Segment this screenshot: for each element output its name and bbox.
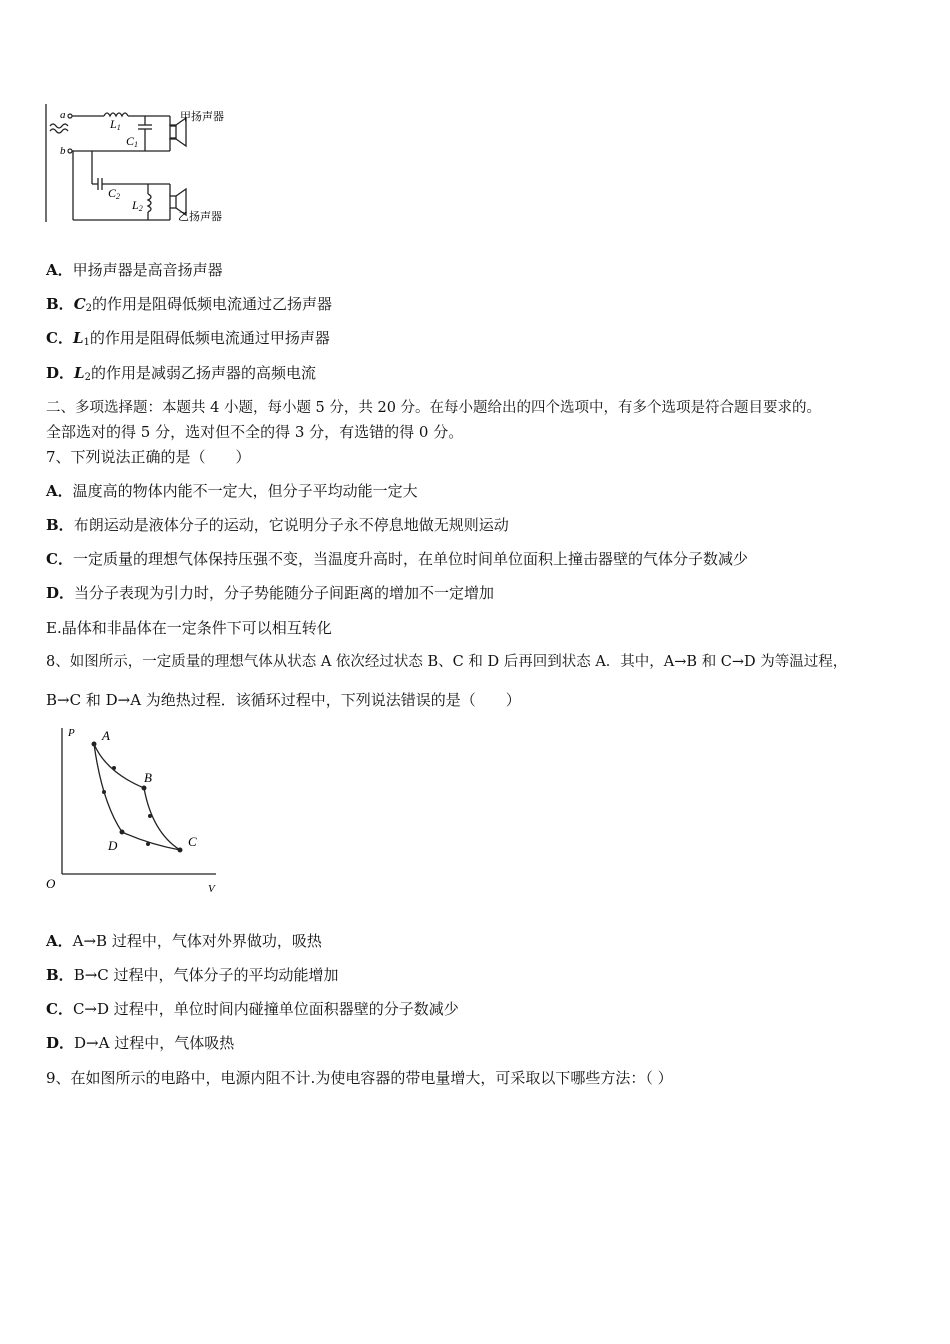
crossover-circuit-figure: [40, 98, 250, 228]
pv-cycle-diagram: [40, 722, 230, 897]
terminal-a-label: a: [60, 109, 66, 121]
curve-c-d: [122, 832, 180, 850]
q9-stem: 9、在如图所示的电路中，电源内阻不计.为使电容器的带电量增大，可采取以下哪些方法：（ ）: [46, 1069, 673, 1087]
state-b-point: [142, 786, 147, 791]
q8-stem-line2: B→C 和 D→A 为绝热过程．该循环过程中，下列说法错误的是（ ）: [46, 691, 521, 709]
q7-option-e: E.晶体和非晶体在一定条件下可以相互转化: [46, 619, 332, 637]
q8-option-d: D．D→A 过程中，气体吸热: [46, 1034, 235, 1052]
speaker-yi-label: 乙扬声器: [178, 211, 222, 223]
state-c-point: [178, 848, 183, 853]
speaker-jia-label: 甲扬声器: [180, 111, 224, 123]
arrow-ab-marker: [112, 766, 116, 770]
origin-label: O: [46, 876, 56, 891]
arrow-bc-marker: [148, 814, 152, 818]
arrow-cd-marker: [146, 842, 150, 846]
q6-option-a: A．甲扬声器是高音扬声器: [46, 261, 223, 279]
q6-option-b: B．$C_2$的作用是阻碍低频电流通过乙扬声器: [46, 295, 333, 314]
q6-option-d: D．$L_2$的作用是减弱乙扬声器的高频电流: [46, 364, 316, 383]
axis-p-label: P: [68, 727, 75, 739]
q7-option-c: C．一定质量的理想气体保持压强不变，当温度升高时，在单位时间单位面积上撞击器壁的气体分子数减少: [46, 550, 748, 568]
axis-v-label: V: [208, 883, 215, 895]
terminal-b-label: b: [60, 145, 66, 157]
q7-option-b: B．布朗运动是液体分子的运动，它说明分子永不停息地做无规则运动: [46, 516, 509, 534]
q8-option-a: A．A→B 过程中，气体对外界做功，吸热: [46, 932, 322, 950]
q8-option-b: B．B→C 过程中，气体分子的平均动能增加: [46, 966, 339, 984]
section2-instructions-line1: 二、多项选择题：本题共 4 小题，每小题 5 分，共 20 分。在每小题给出的四个选项中，有多个选项是符合题目要求的。: [46, 400, 822, 416]
q7-option-a: A．温度高的物体内能不一定大，但分子平均动能一定大: [46, 482, 418, 500]
q8-stem-line1: 8、如图所示，一定质量的理想气体从状态 A 依次经过状态 B、C 和 D 后再回到状态 A．其中，A→B 和 C→D 为等温过程，: [46, 654, 848, 670]
q6-option-c: C．$L_1$的作用是阻碍低频电流通过甲扬声器: [46, 329, 330, 348]
state-d-label: D: [108, 838, 118, 853]
section2-instructions-line2: 全部选对的得 5 分，选对但不全的得 3 分，有选错的得 0 分。: [46, 423, 464, 441]
arrow-da-marker: [102, 790, 106, 794]
state-a-point: [92, 742, 97, 747]
state-d-point: [120, 830, 125, 835]
inductor-l1-label: L1: [110, 117, 121, 132]
state-b-label: B: [144, 770, 152, 785]
inductor-l2-label: L2: [132, 198, 143, 213]
curve-b-c: [144, 788, 180, 850]
state-c-label: C: [188, 834, 197, 849]
capacitor-c2-label: C2: [108, 186, 121, 201]
capacitor-c1-label: C1: [126, 134, 139, 149]
state-a-label: A: [102, 728, 110, 743]
q8-option-c: C．C→D 过程中，单位时间内碰撞单位面积器壁的分子数减少: [46, 1000, 459, 1018]
curve-d-a: [94, 744, 122, 832]
q7-stem: 7、下列说法正确的是（ ）: [46, 448, 251, 466]
q7-option-d: D．当分子表现为引力时，分子势能随分子间距离的增加不一定增加: [46, 584, 495, 602]
